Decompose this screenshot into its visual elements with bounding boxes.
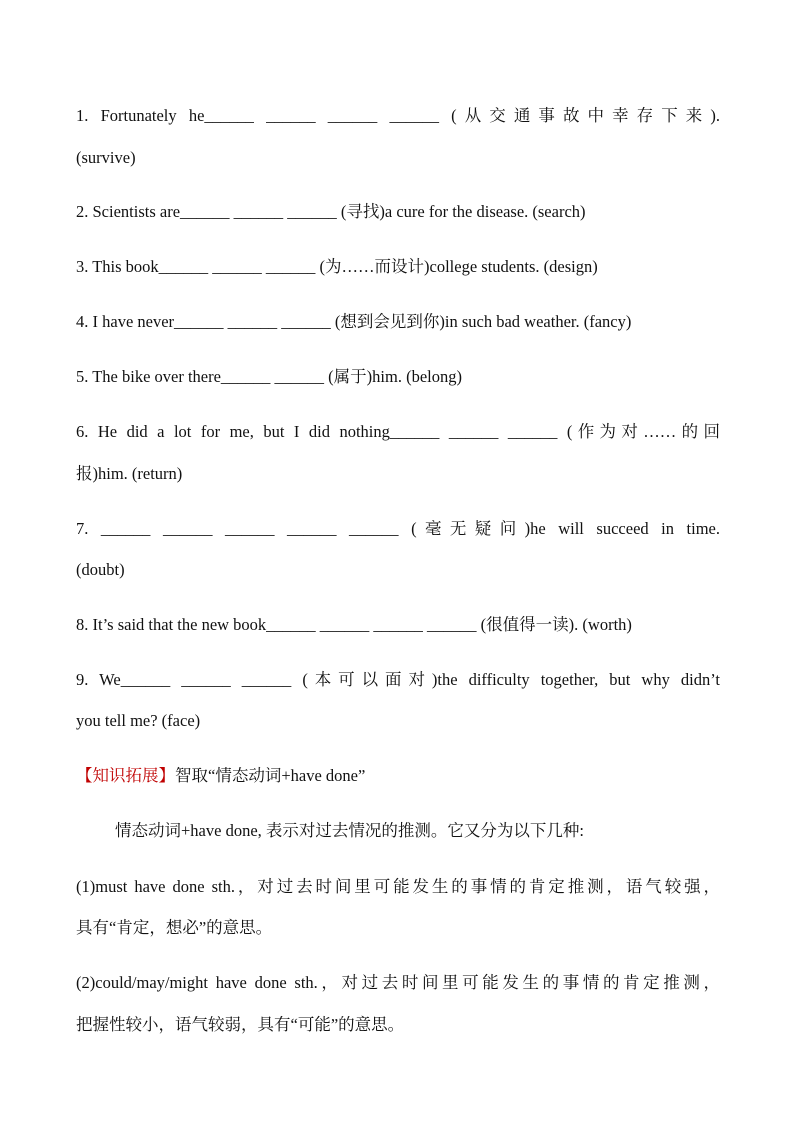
exercise-1-line-1: 1. Fortunately he______ ______ ______ ______ (从交通事故中幸存下来). xyxy=(76,106,720,125)
exercise-2-line-1: 2. Scientists are______ ______ ______ (寻找)a cure for the disease. (search) xyxy=(76,202,586,221)
knowledge-point-1-line-1: (1)must have done sth.，对过去时间里可能发生的事情的肯定推测，语气较强， xyxy=(76,877,720,896)
exercise-6-line-2: 报)him. (return) xyxy=(76,464,183,483)
exercise-3-line-1: 3. This book______ ______ ______ (为……而设计)college students. (design) xyxy=(76,257,598,276)
exercise-4-line-1: 4. I have never______ ______ ______ (想到会见到你)in such bad weather. (fancy) xyxy=(76,312,632,331)
exercise-6-line-1: 6. He did a lot for me, but I did nothing______ ______ ______ (作为对……的回 xyxy=(76,422,720,441)
exercise-7-line-1: 7. ______ ______ ______ ______ ______ (毫无疑问)he will succeed in time. xyxy=(76,519,720,538)
exercise-8-line-1: 8. It’s said that the new book______ ______ ______ ______ (很值得一读). (worth) xyxy=(76,615,632,634)
knowledge-intro: 情态动词+have done, 表示对过去情况的推测。它又分为以下几种: xyxy=(115,821,584,840)
knowledge-point-2-line-2: 把握性较小，语气较弱，具有“可能”的意思。 xyxy=(76,1015,405,1034)
exercise-7-line-2: (doubt) xyxy=(76,560,125,579)
exercise-1-line-2: (survive) xyxy=(76,148,136,167)
knowledge-title: 智取“情态动词+have done” xyxy=(175,766,366,785)
knowledge-tag: 【知识拓展】 xyxy=(76,766,175,785)
knowledge-heading xyxy=(76,766,720,786)
exercise-9-line-1: 9. We______ ______ ______ (本可以面对)the difficulty together, but why didn’t xyxy=(76,670,720,689)
knowledge-point-1-line-2: 具有“肯定，想必”的意思。 xyxy=(76,918,273,937)
exercise-5-line-1: 5. The bike over there______ ______ (属于)him. (belong) xyxy=(76,367,462,386)
exercise-9-line-2: you tell me? (face) xyxy=(76,711,201,730)
knowledge-point-2-line-1: (2)could/may/might have done sth.，对过去时间里可能发生的事情的肯定推测， xyxy=(76,973,720,992)
